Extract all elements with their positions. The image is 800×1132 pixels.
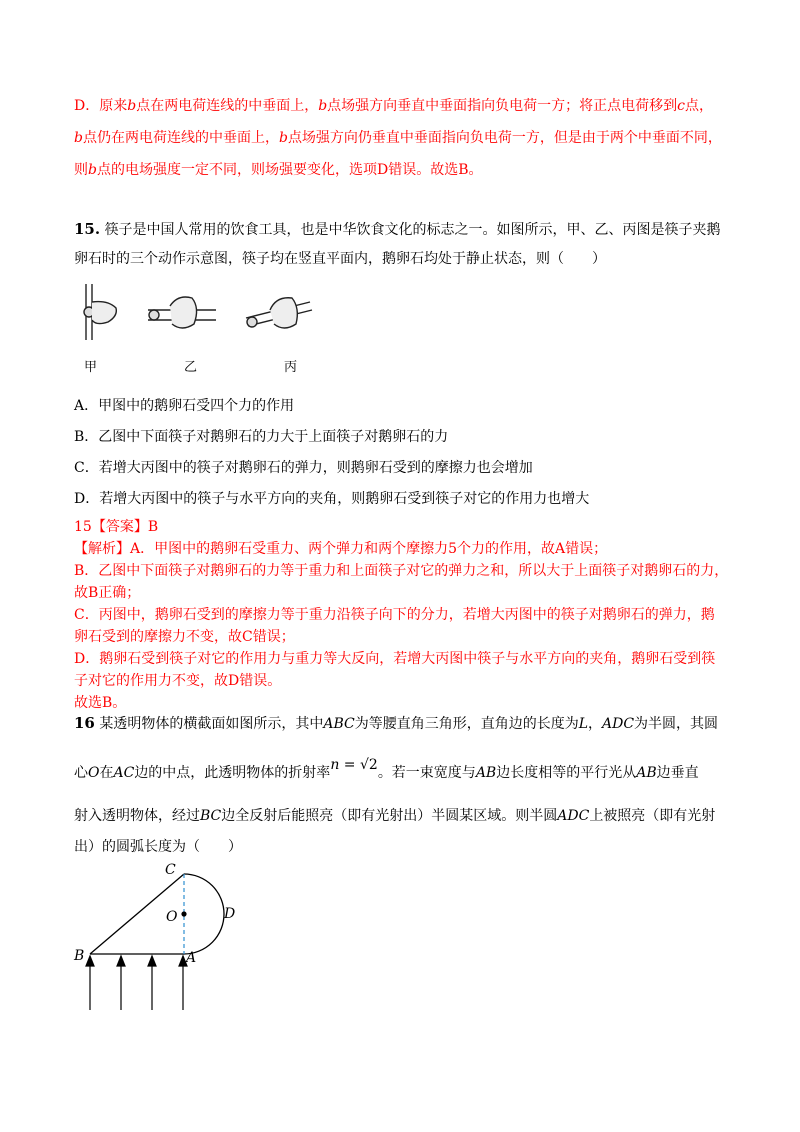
q16-stem-line1: 16 某透明物体的横截面如图所示，其中ABC为等腰直角三角形，直角边的长度为L，ADC为半圆，其圆 — [74, 714, 719, 732]
q15-analysis-line7: 子对它的作用力不变，故D错误。 — [74, 673, 282, 689]
semicircle-adc — [184, 874, 224, 954]
q15-option-d: D．若增大丙图中的筷子与水平方向的夹角，则鹅卵石受到筷子对它的作用力也增大 — [74, 491, 590, 507]
q16-label-c: C — [165, 862, 176, 878]
q15-analysis-line4: C．丙图中，鹅卵石受到的摩擦力等于重力沿筷子向下的分力，若增大丙图中的筷子对鹅卵石的弹力，鹅 — [74, 607, 715, 623]
q15-analysis-line8: 故选B。 — [74, 695, 127, 711]
q15-analysis-line3: 故B正确； — [74, 585, 141, 601]
prev-analysis-d-line3: 则b点的电场强度一定不同，则场强要变化，选项D错误。故选B。 — [74, 162, 483, 178]
q15-option-a: A．甲图中的鹅卵石受四个力的作用 — [74, 398, 295, 414]
q15-answer: 15【答案】B — [74, 519, 159, 535]
q16-label-d: D — [224, 906, 236, 922]
prev-analysis-d-line1: D．原来b点在两电荷连线的中垂面上，b点场强方向垂直中垂面指向负电荷一方；将正点电荷移到c点， — [74, 98, 714, 114]
q15-analysis-line2: B．乙图中下面筷子对鹅卵石的力等于重力和上面筷子对它的弹力之和，所以大于上面筷子对鹅卵石的力， — [74, 563, 729, 579]
q15-chopsticks-figure — [78, 282, 318, 342]
q16-label-a: A — [186, 950, 197, 966]
q16-optics-figure — [70, 860, 270, 1020]
q15-number: 15. — [74, 220, 101, 238]
q15-stem-line2: 卵石时的三个动作示意图，筷子均在竖直平面内，鹅卵石均处于静止状态，则（ ） — [74, 251, 606, 267]
q15-label-jia: 甲 — [84, 360, 98, 375]
q16-label-b: B — [74, 948, 85, 964]
center-point-o — [181, 911, 186, 916]
q15-option-b: B．乙图中下面筷子对鹅卵石的力大于上面筷子对鹅卵石的力 — [74, 429, 449, 445]
figure-yi — [148, 297, 216, 328]
q15-analysis-line1: 【解析】A．甲图中的鹅卵石受重力、两个弹力和两个摩擦力5个力的作用，故A错误； — [74, 541, 608, 557]
q16-stem-line4: 出）的圆弧长度为（ ） — [74, 839, 242, 855]
prev-analysis-d-line2: b点仍在两电荷连线的中垂面上，b点场强方向仍垂直中垂面指向负电荷一方，但是由于两个中垂面不同， — [74, 130, 722, 146]
figure-bing — [246, 298, 312, 328]
q16-stem-line2: 心O在AC边的中点，此透明物体的折射率n = √2。若一束宽度与AB边长度相等的平行光从AB边垂直 — [74, 757, 699, 781]
q15-analysis-line6: D．鹅卵石受到筷子对它的作用力与重力等大反向，若增大丙图中筷子与水平方向的夹角，鹅卵石受到筷 — [74, 651, 716, 667]
q15-option-c: C．若增大丙图中的筷子对鹅卵石的弹力，则鹅卵石受到的摩擦力也会增加 — [74, 460, 533, 476]
q15-analysis-line5: 卵石受到的摩擦力不变，故C错误； — [74, 629, 295, 645]
q16-label-o: O — [166, 909, 178, 925]
figure-jia — [84, 284, 116, 340]
q15-label-yi: 乙 — [184, 360, 198, 375]
q15-label-bing: 丙 — [284, 360, 298, 375]
q15-stem-line1: 15. 筷子是中国人常用的饮食工具，也是中华饮食文化的标志之一。如图所示，甲、乙、丙图是筷子夹鹅 — [74, 220, 721, 238]
q16-stem-line3: 射入透明物体，经过BC边全反射后能照亮（即有光射出）半圆某区域。则半圆ADC上被照亮（即有光射 — [74, 808, 716, 824]
q16-number: 16 — [74, 714, 95, 732]
